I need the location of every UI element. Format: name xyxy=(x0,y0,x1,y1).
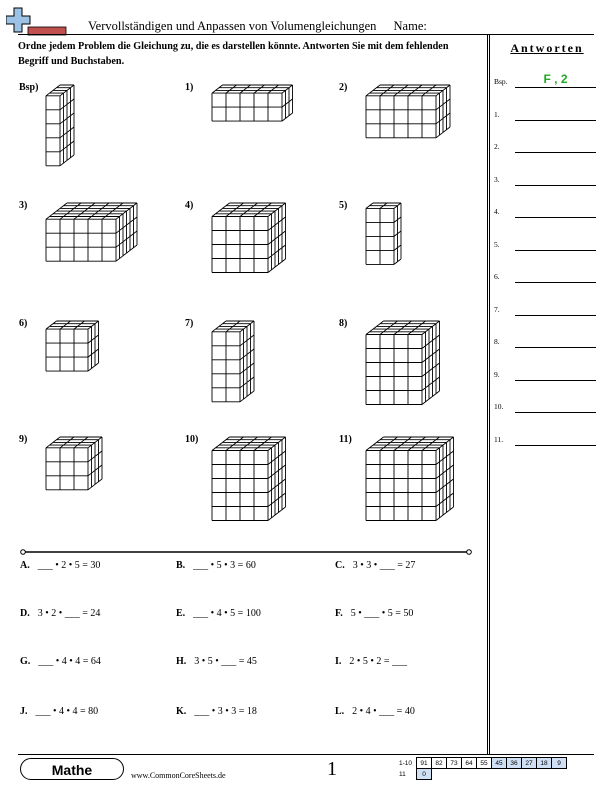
answer-number: Bsp. xyxy=(494,77,508,86)
problem-label: 9) xyxy=(19,434,28,445)
answer-blank[interactable] xyxy=(515,380,596,381)
cube-grid-lines xyxy=(212,321,254,402)
equation-item xyxy=(176,608,261,619)
answer-number: 2. xyxy=(494,142,500,151)
answer-row xyxy=(494,365,604,381)
answer-number: 5. xyxy=(494,239,500,249)
cube-prism xyxy=(45,84,75,167)
problem-label: 4) xyxy=(185,200,194,211)
equation-text: 5 • ___ • 5 = 50 xyxy=(350,608,414,619)
answer-blank[interactable] xyxy=(515,217,596,218)
equation-text: 2 • 4 • ___ = 40 xyxy=(352,706,415,717)
equation-text: ___ • 4 • 4 = 64 xyxy=(38,656,101,667)
equation-item xyxy=(176,656,257,667)
score-cell: 45 xyxy=(492,758,507,769)
answer-blank[interactable] xyxy=(515,347,596,348)
equation-item xyxy=(335,560,415,571)
score-row-label: 11 xyxy=(399,770,406,778)
cube-grid-lines xyxy=(46,321,99,371)
footer-rule xyxy=(18,754,594,755)
score-cell: 55 xyxy=(477,758,492,769)
answer-value: F , 2 xyxy=(543,72,568,86)
problem-label: 11) xyxy=(339,434,352,445)
score-row xyxy=(397,758,567,769)
equation-text: 3 • 5 • ___ = 45 xyxy=(194,656,257,667)
answer-row xyxy=(494,202,604,218)
instructions: Ordne jedem Problem die Gleichung zu, die es darstellen könnte. Antworten Sie mit dem fehlenden Begriff und Buchstaben. xyxy=(18,41,449,67)
problem-label: 7) xyxy=(185,318,194,329)
equation-text: ___ • 2 • 5 = 30 xyxy=(37,560,101,571)
answer-blank[interactable] xyxy=(515,282,596,283)
equation-letter: C. xyxy=(335,560,345,571)
cube-prism xyxy=(45,436,103,491)
header xyxy=(88,19,427,34)
cube-grid-lines xyxy=(212,203,286,273)
cube-grid-lines xyxy=(366,85,450,138)
subject-badge: Mathe xyxy=(20,758,124,780)
cube-prism xyxy=(45,202,138,262)
problem-label: Bsp) xyxy=(19,82,39,93)
cube-grid-lines xyxy=(366,321,440,405)
page-number: 1 xyxy=(327,758,337,780)
equation-item xyxy=(335,706,415,717)
equation-item xyxy=(335,608,413,619)
name-label: Name: xyxy=(393,19,427,33)
score-row-label: 1-10 xyxy=(399,759,413,767)
section-divider xyxy=(20,549,472,555)
equation-item xyxy=(176,706,257,717)
cube-prism xyxy=(211,320,255,403)
cube-prism xyxy=(365,84,451,139)
equation-letter: G. xyxy=(20,656,31,667)
equation-text: ___ • 3 • 3 = 18 xyxy=(194,706,257,717)
answer-blank[interactable] xyxy=(515,445,596,446)
site-url: www.CommonCoreSheets.de xyxy=(131,771,226,780)
answer-number: 8. xyxy=(494,337,500,346)
cube-prism xyxy=(365,320,441,406)
answer-row-example xyxy=(494,72,604,88)
answer-row xyxy=(494,397,604,413)
problem-label: 5) xyxy=(339,200,348,211)
equation-item xyxy=(20,656,101,667)
answer-number: 7. xyxy=(494,304,500,314)
cube-prism xyxy=(365,202,402,265)
score-cell: 27 xyxy=(522,758,537,769)
header-rule xyxy=(18,34,594,35)
problem-label: 10) xyxy=(185,434,199,445)
cube-prism xyxy=(211,84,294,122)
answer-blank[interactable] xyxy=(515,412,596,413)
equation-text: 3 • 2 • ___ = 24 xyxy=(37,608,101,619)
equation-item xyxy=(335,656,407,667)
cube-grid-lines xyxy=(212,437,286,521)
equation-text: 3 • 3 • ___ = 27 xyxy=(352,560,416,571)
answer-number: 11. xyxy=(494,434,504,444)
answer-row xyxy=(494,170,604,186)
equation-letter: D. xyxy=(20,608,30,619)
cube-prism xyxy=(365,436,455,522)
cube-prism xyxy=(211,436,287,522)
equation-item xyxy=(176,560,256,571)
cube-grid-lines xyxy=(212,85,293,121)
answers-heading: Antworten xyxy=(510,41,584,55)
score-cell: 9 xyxy=(552,758,567,769)
worksheet-title: Vervollständigen und Anpassen von Volumengleichungen xyxy=(88,19,377,33)
answer-blank[interactable] xyxy=(515,120,596,121)
equation-letter: L. xyxy=(335,706,345,717)
equation-letter: J. xyxy=(20,706,28,717)
answer-number: 1. xyxy=(494,109,500,119)
cube-grid-lines xyxy=(46,85,74,166)
answer-row xyxy=(494,137,604,153)
score-table xyxy=(397,757,567,780)
answer-blank[interactable] xyxy=(515,315,596,316)
equation-letter: I. xyxy=(335,656,342,667)
cube-grid-lines xyxy=(46,203,137,261)
problem-label: 3) xyxy=(19,200,28,211)
equation-text: ___ • 4 • 5 = 100 xyxy=(193,608,261,619)
equation-letter: H. xyxy=(176,656,187,667)
equation-text: 2 • 5 • 2 = ___ xyxy=(349,656,408,667)
answer-number: 3. xyxy=(494,174,500,184)
answer-blank[interactable] xyxy=(515,87,596,88)
answer-number: 9. xyxy=(494,369,500,379)
problem-label: 1) xyxy=(185,82,194,93)
cube-grid-lines xyxy=(366,203,401,264)
problem-label: 6) xyxy=(19,318,28,329)
score-cell: 91 xyxy=(417,758,432,769)
answer-column-divider xyxy=(487,34,490,755)
equation-item xyxy=(20,608,100,619)
equation-letter: K. xyxy=(176,706,187,717)
answer-blank[interactable] xyxy=(515,185,596,186)
answer-row xyxy=(494,267,604,283)
problem-label: 2) xyxy=(339,82,348,93)
problem-label: 8) xyxy=(339,318,348,329)
score-cell: 64 xyxy=(462,758,477,769)
answer-row xyxy=(494,300,604,316)
score-cell: 82 xyxy=(432,758,447,769)
equation-letter: F. xyxy=(335,608,343,619)
equation-text: ___ • 4 • 4 = 80 xyxy=(35,706,99,717)
score-row xyxy=(397,769,567,780)
cube-grid-lines xyxy=(46,437,102,490)
answer-row xyxy=(494,332,604,348)
cube-grid-lines xyxy=(366,437,454,521)
equation-item xyxy=(20,560,100,571)
equation-text: ___ • 5 • 3 = 60 xyxy=(193,560,256,571)
equation-letter: B. xyxy=(176,560,186,571)
score-cell: 36 xyxy=(507,758,522,769)
answer-number: 6. xyxy=(494,272,500,281)
equation-item xyxy=(20,706,98,717)
answer-row xyxy=(494,430,604,446)
answer-row xyxy=(494,105,604,121)
score-cell: 73 xyxy=(447,758,462,769)
score-cell: 18 xyxy=(537,758,552,769)
cube-prism xyxy=(45,320,100,372)
plus-logo-icon xyxy=(6,6,68,36)
answer-number: 10. xyxy=(494,402,504,411)
answer-blank[interactable] xyxy=(515,152,596,153)
score-cell: 0 xyxy=(417,769,432,780)
answer-number: 4. xyxy=(494,207,500,216)
answer-row xyxy=(494,235,604,251)
equation-letter: E. xyxy=(176,608,186,619)
cube-prism xyxy=(211,202,287,274)
equation-letter: A. xyxy=(20,560,30,571)
answer-blank[interactable] xyxy=(515,250,596,251)
